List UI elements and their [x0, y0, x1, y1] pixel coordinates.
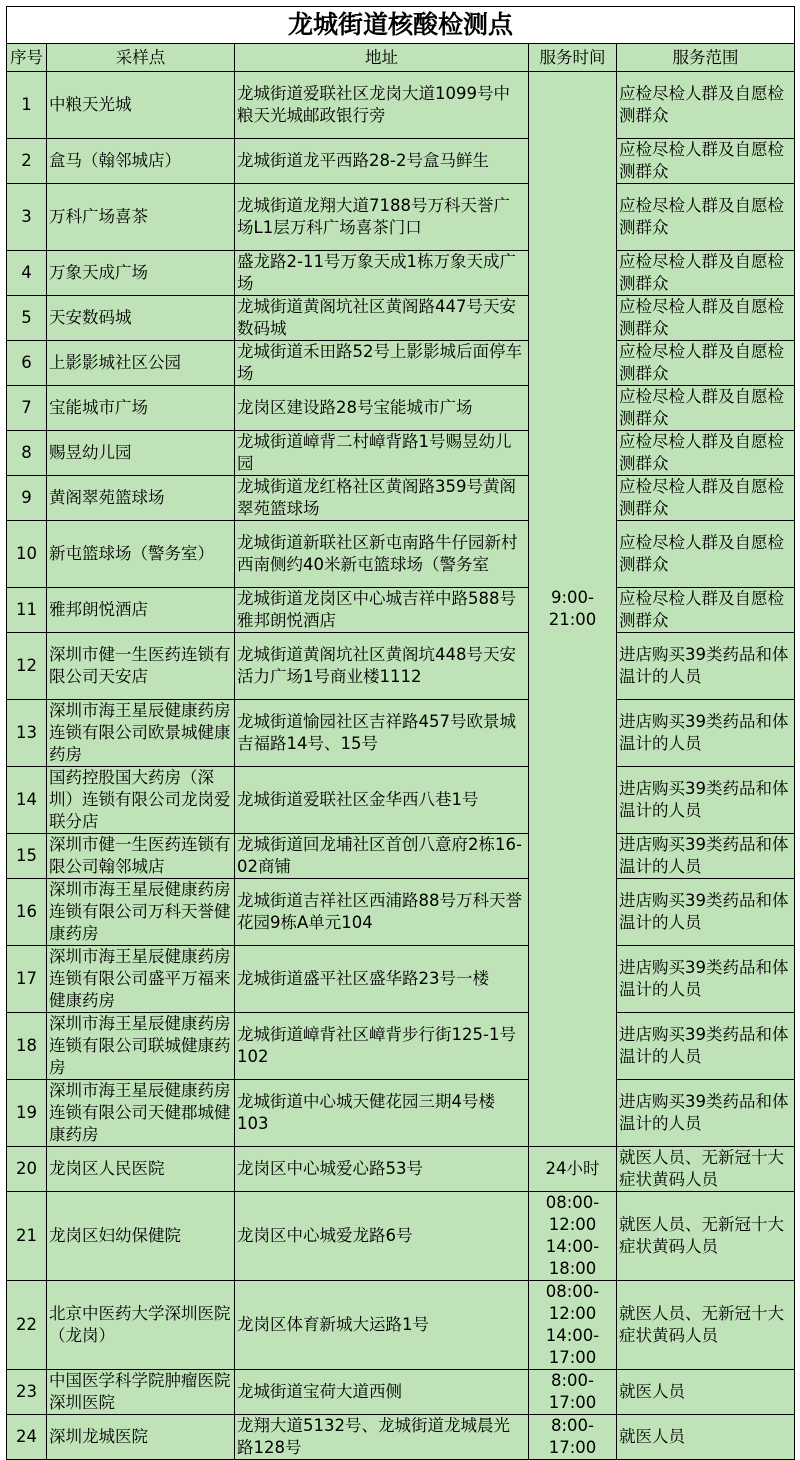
- row-number: 3: [7, 184, 47, 251]
- row-number: 14: [7, 767, 47, 834]
- table-row: [7, 1192, 795, 1281]
- table-row: [7, 296, 795, 341]
- sampling-site: 深圳龙城医院: [47, 1415, 235, 1460]
- address: 龙岗区建设路28号宝能城市广场: [235, 386, 529, 431]
- table-row: [7, 251, 795, 296]
- table-body: [7, 72, 795, 1460]
- table-row: [7, 386, 795, 431]
- service-scope: 进店购买39类药品和体温计的人员: [617, 700, 795, 767]
- table-row: [7, 1281, 795, 1370]
- table-row: [7, 946, 795, 1013]
- row-number: 17: [7, 946, 47, 1013]
- row-number: 9: [7, 476, 47, 521]
- address: 龙翔大道5132号、龙城街道龙城晨光路128号: [235, 1415, 529, 1460]
- service-scope: 应检尽检人群及自愿检测群众: [617, 296, 795, 341]
- service-scope: 就医人员、无新冠十大症状黄码人员: [617, 1192, 795, 1281]
- service-scope: 进店购买39类药品和体温计的人员: [617, 946, 795, 1013]
- service-scope: 应检尽检人群及自愿检测群众: [617, 72, 795, 139]
- table-row: [7, 700, 795, 767]
- row-number: 4: [7, 251, 47, 296]
- service-scope: 应检尽检人群及自愿检测群众: [617, 341, 795, 386]
- service-scope: 就医人员: [617, 1415, 795, 1460]
- address: 龙城街道龙红格社区黄阁路359号黄阁翠苑篮球场: [235, 476, 529, 521]
- service-time: 9:00-21:00: [529, 72, 617, 1147]
- sampling-site: 新屯篮球场（警务室）: [47, 521, 235, 588]
- sampling-site: 深圳市健一生医药连锁有限公司天安店: [47, 633, 235, 700]
- table-row: [7, 1370, 795, 1415]
- row-number: 10: [7, 521, 47, 588]
- sampling-site: 赐昱幼儿园: [47, 431, 235, 476]
- row-number: 1: [7, 72, 47, 139]
- address: 龙城街道嶂背社区嶂背步行街125-1号102: [235, 1013, 529, 1080]
- service-scope: 进店购买39类药品和体温计的人员: [617, 633, 795, 700]
- table-title: 龙城街道核酸检测点: [7, 7, 795, 44]
- sampling-site: 万象天成广场: [47, 251, 235, 296]
- address: 龙岗区中心城爱龙路6号: [235, 1192, 529, 1281]
- row-number: 13: [7, 700, 47, 767]
- header-site: 采样点: [47, 44, 235, 72]
- sampling-site: 上影影城社区公园: [47, 341, 235, 386]
- row-number: 5: [7, 296, 47, 341]
- testing-sites-table: [6, 6, 795, 1460]
- service-time: 24小时: [529, 1147, 617, 1192]
- service-scope: 应检尽检人群及自愿检测群众: [617, 139, 795, 184]
- sampling-site: 深圳市健一生医药连锁有限公司翰邻城店: [47, 834, 235, 879]
- address: 龙城街道黄阁坑社区黄阁路447号天安数码城: [235, 296, 529, 341]
- sampling-site: 龙岗区妇幼保健院: [47, 1192, 235, 1281]
- sampling-site: 深圳市海王星辰健康药房连锁有限公司天健郡城健康药房: [47, 1080, 235, 1147]
- row-number: 23: [7, 1370, 47, 1415]
- service-scope: 进店购买39类药品和体温计的人员: [617, 1080, 795, 1147]
- table-row: [7, 72, 795, 139]
- address: 龙城街道新联社区新屯南路牛仔园新村西南侧约40米新屯篮球场（警务室: [235, 521, 529, 588]
- service-scope: 进店购买39类药品和体温计的人员: [617, 879, 795, 946]
- service-scope: 应检尽检人群及自愿检测群众: [617, 386, 795, 431]
- sampling-site: 国药控股国大药房（深圳）连锁有限公司龙岗爱联分店: [47, 767, 235, 834]
- table-row: [7, 139, 795, 184]
- address: 龙城街道龙翔大道7188号万科天誉广场L1层万科广场喜茶门口: [235, 184, 529, 251]
- row-number: 7: [7, 386, 47, 431]
- service-scope: 应检尽检人群及自愿检测群众: [617, 476, 795, 521]
- address: 龙城街道愉园社区吉祥路457号欧景城吉福路14号、15号: [235, 700, 529, 767]
- address: 龙城街道爱联社区龙岗大道1099号中粮天光城邮政银行旁: [235, 72, 529, 139]
- row-number: 6: [7, 341, 47, 386]
- row-number: 16: [7, 879, 47, 946]
- table-row: [7, 341, 795, 386]
- row-number: 15: [7, 834, 47, 879]
- sampling-site: 黄阁翠苑篮球场: [47, 476, 235, 521]
- table-row: [7, 1415, 795, 1460]
- service-time: 8:00-17:00: [529, 1370, 617, 1415]
- table-row: [7, 521, 795, 588]
- table-row: [7, 1013, 795, 1080]
- table-row: [7, 476, 795, 521]
- address: 龙城街道黄阁坑社区黄阁坑448号天安活力广场1号商业楼1112: [235, 633, 529, 700]
- header-address: 地址: [235, 44, 529, 72]
- sampling-site: 宝能城市广场: [47, 386, 235, 431]
- service-scope: 进店购买39类药品和体温计的人员: [617, 1013, 795, 1080]
- address: 龙岗区体育新城大运路1号: [235, 1281, 529, 1370]
- sampling-site: 天安数码城: [47, 296, 235, 341]
- service-time: 8:00-17:00: [529, 1415, 617, 1460]
- address: 龙城街道禾田路52号上影影城后面停车场: [235, 341, 529, 386]
- sampling-site: 雅邦朗悦酒店: [47, 588, 235, 633]
- address: 龙城街道爱联社区金华西八巷1号: [235, 767, 529, 834]
- row-number: 20: [7, 1147, 47, 1192]
- sampling-site: 深圳市海王星辰健康药房连锁有限公司万科天誉健康药房: [47, 879, 235, 946]
- header-scope: 服务范围: [617, 44, 795, 72]
- table-row: [7, 767, 795, 834]
- sampling-site: 中国医学科学院肿瘤医院深圳医院: [47, 1370, 235, 1415]
- table-row: [7, 1080, 795, 1147]
- row-number: 21: [7, 1192, 47, 1281]
- address: 龙城街道吉祥社区西浦路88号万科天誉花园9栋A单元104: [235, 879, 529, 946]
- row-number: 18: [7, 1013, 47, 1080]
- row-number: 2: [7, 139, 47, 184]
- row-number: 8: [7, 431, 47, 476]
- service-scope: 应检尽检人群及自愿检测群众: [617, 588, 795, 633]
- service-scope: 应检尽检人群及自愿检测群众: [617, 184, 795, 251]
- service-scope: 就医人员、无新冠十大症状黄码人员: [617, 1147, 795, 1192]
- service-scope: 进店购买39类药品和体温计的人员: [617, 834, 795, 879]
- header-row: [7, 44, 795, 72]
- row-number: 11: [7, 588, 47, 633]
- row-number: 24: [7, 1415, 47, 1460]
- address: 龙城街道龙平西路28-2号盒马鲜生: [235, 139, 529, 184]
- row-number: 12: [7, 633, 47, 700]
- address: 龙城街道中心城天健花园三期4号楼103: [235, 1080, 529, 1147]
- address: 龙城街道回龙埔社区首创八意府2栋16-02商铺: [235, 834, 529, 879]
- header-time: 服务时间: [529, 44, 617, 72]
- service-scope: 应检尽检人群及自愿检测群众: [617, 521, 795, 588]
- service-scope: 应检尽检人群及自愿检测群众: [617, 431, 795, 476]
- sampling-site: 深圳市海王星辰健康药房连锁有限公司盛平万福来健康药房: [47, 946, 235, 1013]
- address: 龙城街道嶂背二村嶂背路1号赐昱幼儿园: [235, 431, 529, 476]
- table-row: [7, 879, 795, 946]
- table-row: [7, 184, 795, 251]
- sampling-site: 深圳市海王星辰健康药房连锁有限公司欧景城健康药房: [47, 700, 235, 767]
- table-row: [7, 633, 795, 700]
- sampling-site: 万科广场喜茶: [47, 184, 235, 251]
- service-scope: 应检尽检人群及自愿检测群众: [617, 251, 795, 296]
- sampling-site: 龙岗区人民医院: [47, 1147, 235, 1192]
- table-row: [7, 431, 795, 476]
- sampling-site: 中粮天光城: [47, 72, 235, 139]
- header-no: 序号: [7, 44, 47, 72]
- service-scope: 进店购买39类药品和体温计的人员: [617, 767, 795, 834]
- service-time: 08:00-12:00 14:00-17:00: [529, 1281, 617, 1370]
- row-number: 19: [7, 1080, 47, 1147]
- sampling-site: 盒马（翰邻城店）: [47, 139, 235, 184]
- address: 龙城街道龙岗区中心城吉祥中路588号雅邦朗悦酒店: [235, 588, 529, 633]
- table-row: [7, 588, 795, 633]
- address: 龙岗区中心城爱心路53号: [235, 1147, 529, 1192]
- table-row: [7, 1147, 795, 1192]
- row-number: 22: [7, 1281, 47, 1370]
- address: 龙城街道宝荷大道西侧: [235, 1370, 529, 1415]
- address: 盛龙路2-11号万象天成1栋万象天成广场: [235, 251, 529, 296]
- table-row: [7, 834, 795, 879]
- service-scope: 就医人员、无新冠十大症状黄码人员: [617, 1281, 795, 1370]
- service-scope: 就医人员: [617, 1370, 795, 1415]
- sampling-site: 北京中医药大学深圳医院（龙岗）: [47, 1281, 235, 1370]
- sampling-site: 深圳市海王星辰健康药房连锁有限公司联城健康药房: [47, 1013, 235, 1080]
- address: 龙城街道盛平社区盛华路23号一楼: [235, 946, 529, 1013]
- service-time: 08:00-12:00 14:00-18:00: [529, 1192, 617, 1281]
